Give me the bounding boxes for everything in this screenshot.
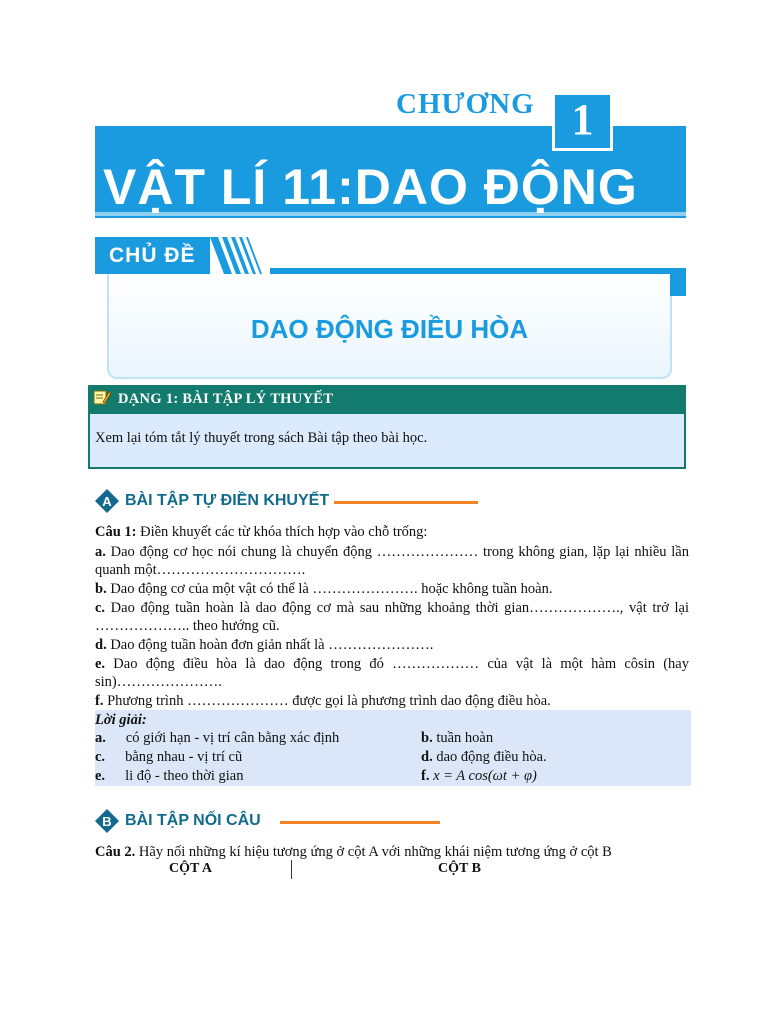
section-a-title: BÀI TẬP TỰ ĐIỀN KHUYẾT [125, 492, 330, 509]
chapter-word: CHƯƠNG [396, 88, 535, 120]
answer-d: d. dao động điều hòa. [421, 749, 547, 765]
item-e-line2: sin)…………………. [95, 674, 222, 690]
topic-label: CHỦ ĐỀ [109, 244, 196, 267]
dang-body: Xem lại tóm tắt lý thuyết trong sách Bài tập theo bài học. [95, 430, 428, 446]
section-b-title: BÀI TẬP NỐI CÂU [125, 812, 261, 829]
answer-heading: Lời giải: [95, 712, 147, 728]
answer-c: c. bằng nhau - vị trí cũ [95, 749, 243, 765]
topic-name: DAO ĐỘNG ĐIỀU HÒA [250, 314, 529, 344]
item-c-line1: c. Dao động tuần hoàn là dao động cơ mà sau những khoảng thời gian………………., vật trở lại [95, 600, 689, 616]
svg-text:A: A [102, 494, 112, 509]
item-a-line1: a. Dao động cơ học nói chung là chuyển động ………………… trong không gian, lặp lại nhiều lần [95, 544, 689, 560]
question-1: Câu 1: Điền khuyết các từ khóa thích hợp vào chỗ trống: [95, 524, 428, 540]
note-pencil-icon [93, 388, 111, 406]
answer-e: e. li độ - theo thời gian [95, 768, 244, 784]
section-b-underline [280, 821, 440, 824]
chapter-number: 1 [552, 92, 613, 151]
answer-b: b. tuần hoàn [421, 730, 494, 746]
topic-box-corner [670, 274, 686, 296]
question-2: Câu 2. Hãy nối những kí hiệu tương ứng ở cột A với những khái niệm tương ứng ở cột B [95, 844, 612, 860]
section-a-underline [334, 501, 478, 504]
item-d: d. Dao động tuần hoàn đơn giản nhất là …………………. [95, 637, 434, 653]
item-b: b. Dao động cơ của một vật có thể là …………………. hoặc không tuần hoàn. [95, 581, 553, 597]
chapter-title: VẬT LÍ 11:DAO ĐỘNG [103, 159, 638, 215]
answer-f: f. x = A cos(ωt + φ) [421, 768, 537, 784]
item-a-line2: quanh một…………………………. [95, 562, 306, 578]
column-a-header: CỘT A [169, 861, 212, 876]
answer-a: a. có giới hạn - vị trí cân bằng xác định [95, 730, 340, 746]
column-b-header: CỘT B [438, 861, 481, 876]
section-a-badge [94, 488, 120, 514]
svg-text:B: B [102, 814, 112, 829]
topic-stripes-decoration [210, 237, 276, 274]
item-e-line1: e. Dao động điều hòa là dao động trong đó ……………… của vật là một hàm côsin (hay [95, 656, 689, 672]
item-f: f. Phương trình ………………… được gọi là phương trình dao động điều hòa. [95, 693, 551, 709]
item-c-line2: ……………….. theo hướng cũ. [95, 618, 280, 634]
dang-title: DẠNG 1: BÀI TẬP LÝ THUYẾT [118, 391, 334, 407]
section-b-badge [94, 808, 120, 834]
column-divider [291, 860, 292, 879]
